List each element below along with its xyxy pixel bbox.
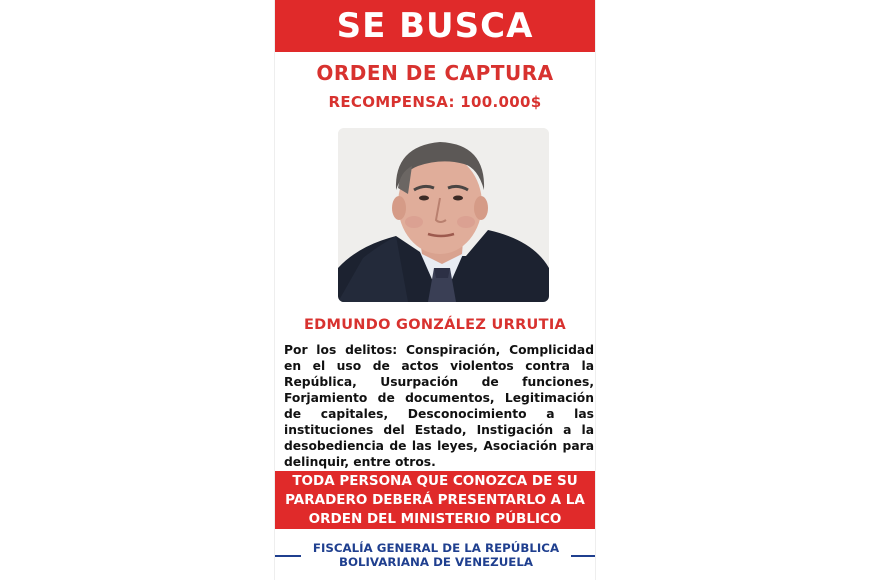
portrait-photo	[338, 128, 549, 302]
reward-text: RECOMPENSA: 100.000$	[328, 93, 542, 111]
charges-paragraph: Por los delitos: Conspiración, Complicidad en el uso de actos violentos contra la República, Usurpación de funciones, Forjamiento de documentos, Legitimación de capitales, Desconocimiento a las instituciones del Estado, Instigación a la desobediencia de las leyes, Asociación para delinquir, entre otros.	[284, 343, 594, 469]
headline-text: SE BUSCA	[336, 6, 534, 46]
wanted-poster	[275, 0, 595, 580]
issuer-line-1: FISCALÍA GENERAL DE LA REPÚBLICA	[312, 541, 560, 555]
wanted-person-name: EDMUNDO GONZÁLEZ URRUTIA	[303, 317, 567, 333]
issuer-line-2: BOLIVARIANA DE VENEZUELA	[338, 555, 533, 569]
footer-rule-left	[275, 555, 301, 557]
portrait-illustration	[338, 128, 549, 302]
issuer-footer	[275, 541, 595, 571]
order-title: ORDEN DE CAPTURA	[316, 61, 554, 85]
notice-text: TODA PERSONA QUE CONOZCA DE SU PARADERO DEBERÁ PRESENTARLO A LA ORDEN DEL MINISTERIO PÚBLICO	[285, 472, 585, 527]
issuer-name	[305, 541, 567, 569]
notice-banner	[275, 471, 595, 529]
headline-banner	[275, 0, 595, 52]
footer-rule-right	[571, 555, 595, 557]
